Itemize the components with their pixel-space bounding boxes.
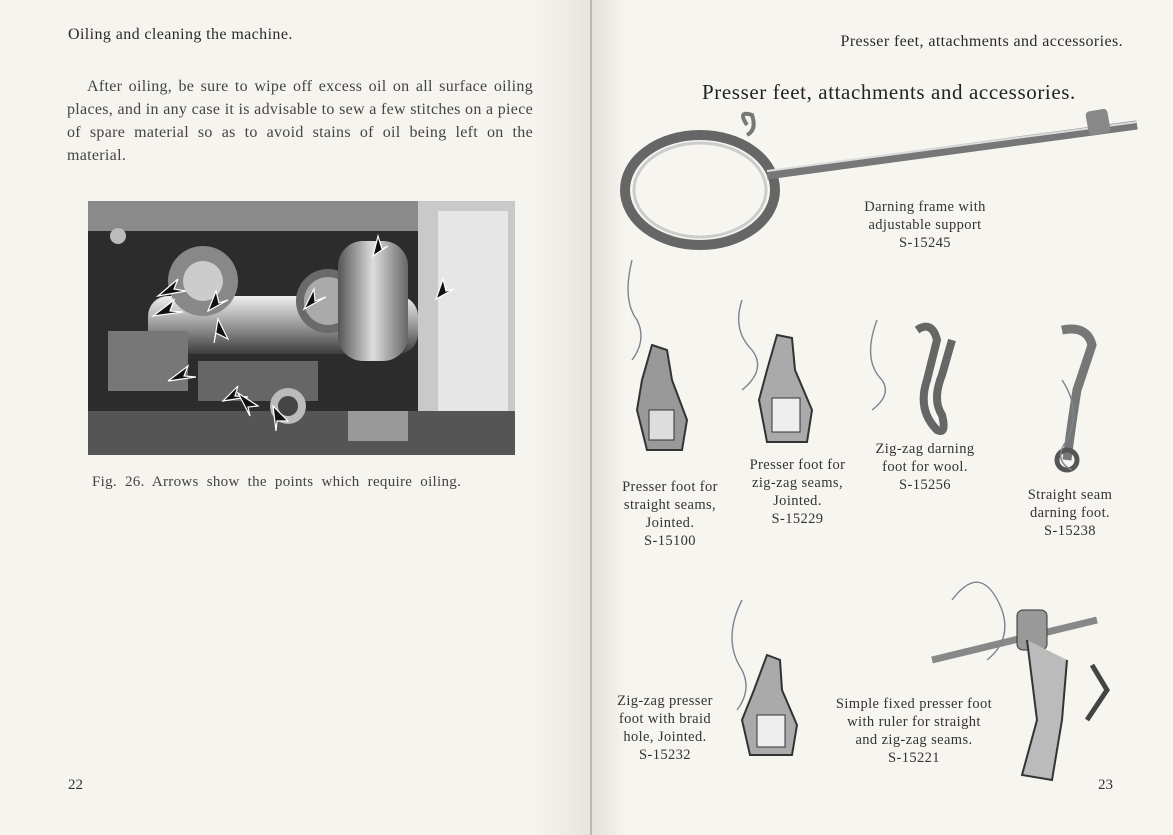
machine-oiling-photo [88, 201, 515, 455]
straight-seam-foot-label: Presser foot for straight seams, Jointed. S-15100 [622, 479, 718, 549]
right-page-number: 23 [1098, 777, 1113, 793]
right-page [592, 0, 1173, 835]
left-page-number: 22 [68, 777, 83, 793]
figure-caption: Fig. 26. Arrows show the points which require oiling. [92, 474, 462, 490]
braid-hole-foot-label: Zig-zag presser foot with braid hole, Jointed. S-15232 [617, 693, 713, 763]
zigzag-darning-foot-label: Zig-zag darning foot for wool. S-15256 [875, 441, 975, 493]
section-title: Presser feet, attachments and accessories. [702, 80, 1076, 104]
darning-frame-label: Darning frame with adjustable support S-15245 [864, 199, 986, 251]
oiling-paragraph: After oiling, be sure to wipe off excess oil on all surface oiling places, and in any case it is advisable to sew a few stitches on a piece of spare material so as to avoid stains of oil being left on the material. [67, 78, 533, 164]
zigzag-seam-foot-label: Presser foot for zig-zag seams, Jointed. S-15229 [749, 457, 846, 527]
left-running-head: Oiling and cleaning the machine. [68, 26, 293, 43]
fixed-foot-ruler-label: Simple fixed presser foot with ruler for straight and zig-zag seams. S-15221 [835, 696, 993, 766]
right-running-head: Presser feet, attachments and accessories. [840, 33, 1123, 50]
straight-seam-darning-foot-label: Straight seam darning foot. S-15238 [1027, 487, 1113, 539]
